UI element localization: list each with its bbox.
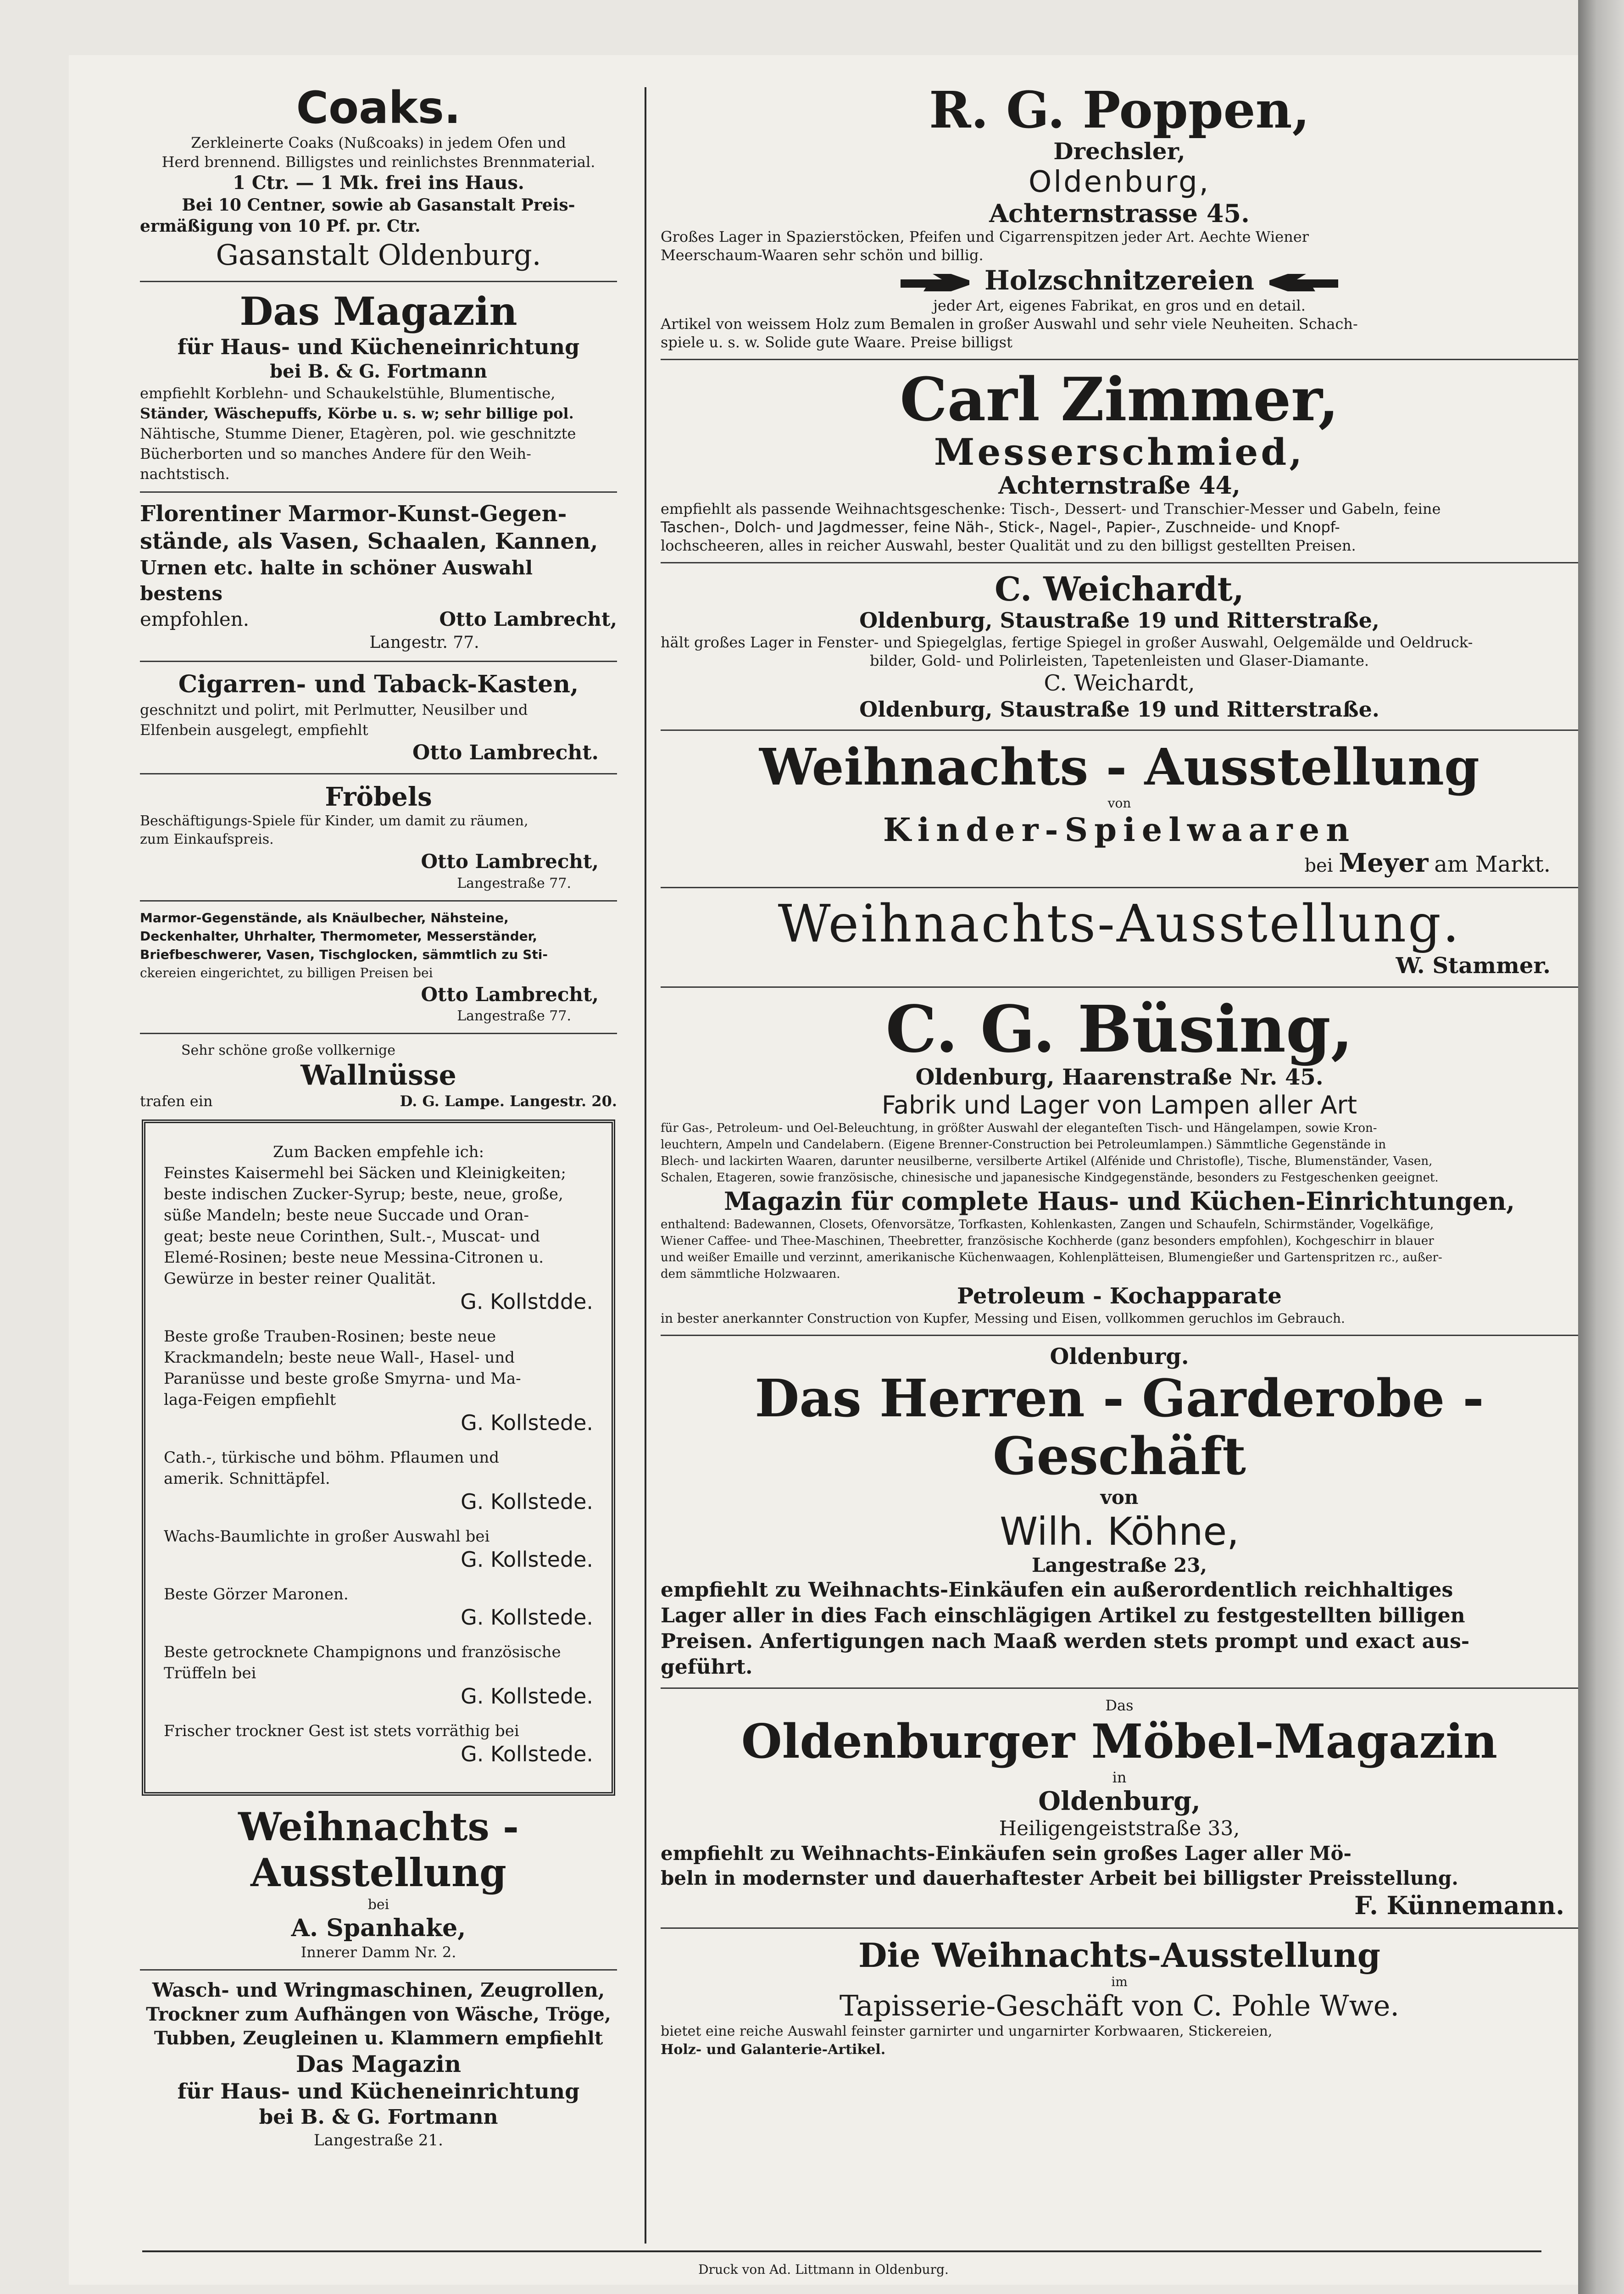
ad-address: Langestraße 77. [457, 875, 571, 891]
ad-text: Briefbeschwerer, Vasen, Tischglocken, sämmtlich zu Sti- [140, 947, 548, 962]
ad-text: nachtstisch. [140, 465, 230, 483]
ad-cigarren-kasten [140, 669, 617, 766]
ad-merchant: A. Spanhake, [291, 1914, 466, 1942]
ad-subtitle: für Haus- und Kücheneinrichtung [177, 334, 580, 359]
ad-fortmann-wasch [140, 1978, 617, 2150]
ad-spanhake [140, 1804, 617, 1962]
ad-text: Bei 10 Centner, sowie ab Gasanstalt Preis- [182, 195, 575, 215]
box-signature: G. Kollstdde. [460, 1289, 593, 1314]
ad-text: ckereien eingerichtet, zu billigen Preisen bei [140, 965, 433, 980]
ad-pohle [661, 1936, 1578, 2059]
box-text-line: Beste getrocknete Champignons und französische [164, 1643, 561, 1661]
ad-text: empfiehlt zu Weihnachts-Einkäufen sein großes Lager aller Mö- [661, 1842, 1351, 1865]
divider [661, 562, 1578, 563]
ad-merchant: Meyer [1339, 848, 1429, 878]
ad-magazin [140, 290, 617, 484]
box-text-line: Cath.-, türkische und böhm. Pflaumen und [164, 1448, 500, 1467]
ad-address: Langestr. 77. [369, 633, 479, 652]
divider [140, 661, 617, 662]
ad-address: Innerer Damm Nr. 2. [300, 1943, 456, 1961]
ad-signature: W. Stammer. [1396, 953, 1551, 979]
ad-subtitle: Tapisserie-Geschäft von C. Pohle Wwe. [839, 1989, 1400, 2022]
ad-text: Preisen. Anfertigungen nach Maaß werden stets prompt und exact aus- [661, 1630, 1470, 1653]
divider [140, 900, 617, 902]
ad-text: Herd brennend. Billigstes und reinlichstes Brennmaterial. [161, 153, 595, 171]
ad-text: zum Einkaufspreis. [140, 831, 274, 847]
box-text-line: Krackmandeln; beste neue Wall-, Hasel- und [164, 1348, 515, 1367]
ad-address: am Markt. [1434, 852, 1551, 877]
ad-text: Urnen etc. halte in schöner Auswahl bestens [140, 557, 533, 605]
ad-text: Marmor-Gegenstände, als Knäulbecher, Nähsteine, [140, 910, 509, 925]
divider [661, 986, 1578, 988]
ad-text: geschnitzt und polirt, mit Perlmutter, Neusilber und [140, 701, 528, 718]
ad-froebels [140, 782, 617, 893]
ad-signature: C. Weichardt, [1044, 670, 1195, 696]
footer [69, 2250, 1578, 2278]
ad-title: Cigarren- und Taback-Kasten, [178, 670, 579, 698]
ad-text: empfiehlt als passende Weihnachtsgeschenke: Tisch-, Dessert- und Transchier-Messer und Gabeln, feine [661, 500, 1441, 518]
box-text-line: Trüffeln bei [164, 1664, 256, 1682]
divider [661, 359, 1578, 360]
ad-city: Oldenburg, [1028, 165, 1211, 199]
divider [661, 1927, 1578, 1929]
footer-rule [142, 2250, 1541, 2252]
box-text-line: Elemé-Rosinen; beste neue Messina-Citronen u. [164, 1248, 544, 1267]
ad-subtitle: Kinder-Spielwaaren [883, 811, 1356, 849]
ad-moebel-magazin [661, 1696, 1578, 1920]
ad-weichardt [661, 571, 1578, 722]
divider [661, 729, 1578, 731]
ad-title: Weihnachts - Ausstellung [759, 737, 1479, 796]
ad-subtitle: Fabrik und Lager von Lampen aller Art [881, 1091, 1357, 1119]
ad-zimmer [661, 364, 1578, 555]
ad-signature: Otto Lambrecht, [439, 608, 617, 630]
ad-text: Wiener Caffee- und Thee-Maschinen, Theebretter, französische Kochherde (ganz besonders empfohlen), Kochgeschirr in blauer [661, 1234, 1434, 1248]
ad-city: Oldenburg. [1050, 1344, 1189, 1370]
divider [140, 281, 617, 282]
ad-title: Holzschnitzereien [984, 265, 1254, 296]
ad-text: bei [367, 1897, 389, 1913]
ad-subtitle: Petroleum - Kochapparate [957, 1283, 1282, 1309]
book-binding-edge [1578, 0, 1624, 2294]
ad-title: C. G. Büsing, [885, 992, 1353, 1067]
ad-text: enthaltend: Badewannen, Closets, Ofenvorsätze, Torfkasten, Kohlenkasten, Zangen und Schaufeln, Schirmständer, Vogelkäfige, [661, 1218, 1434, 1231]
ad-text: Meerschaum-Waaren sehr schön und billig. [661, 246, 984, 264]
ad-address: Oldenburg, Staustraße 19 und Ritterstraße. [859, 697, 1379, 722]
ad-wallnuesse [140, 1041, 617, 1111]
ad-text: Blech- und lackirten Waaren, darunter neusilberne, versilberte Artikel (Alfénide und Christofle), Tische, Blumenständer, Vasen, [661, 1154, 1433, 1168]
ad-text: trafen ein [140, 1092, 213, 1110]
ad-address: Heiligengeiststraße 33, [999, 1817, 1240, 1840]
ad-text: ermäßigung von 10 Pf. pr. Ctr. [140, 217, 421, 236]
box-text-line: Feinstes Kaisermehl bei Säcken und Kleinigkeiten; [164, 1164, 566, 1182]
ad-merchant: bei B. & G. Fortmann [259, 2105, 498, 2129]
ad-text: jeder Art, eigenes Fabrikat, en gros und en detail. [933, 297, 1306, 314]
ad-text: Wasch- und Wringmaschinen, Zeugrollen, [152, 1979, 605, 2001]
pointing-hand-left-icon [1262, 271, 1340, 294]
divider [140, 1033, 617, 1034]
ad-address: Langestraße 77. [457, 1008, 571, 1024]
ad-text: dem sämmtliche Holzwaaren. [661, 1267, 840, 1281]
ad-text: Großes Lager in Spazierstöcken, Pfeifen und Cigarrenspitzen jeder Art. Aechte Wiener [661, 228, 1309, 245]
ad-text: Artikel von weissem Holz zum Bemalen in großer Auswahl und sehr viele Neuheiten. Schach- [661, 315, 1358, 333]
ad-title: Fröbels [325, 782, 432, 812]
ad-text: in [1112, 1769, 1127, 1786]
box-signature: G. Kollstede. [461, 1489, 593, 1514]
ad-text: bietet eine reiche Auswahl feinster garnirter und ungarnirter Korbwaaren, Stickereien, [661, 2023, 1273, 2039]
ad-title: Das Magazin [295, 2050, 462, 2077]
box-text-line: Zum Backen empfehle ich: [273, 1143, 484, 1161]
ad-address: Oldenburg, Staustraße 19 und Ritterstraße, [859, 608, 1379, 633]
ad-text: Schalen, Etageren, sowie französische, chinesische und japanesische Kindgegenstände, besonders zu Festgeschenken geeignet. [661, 1171, 1439, 1185]
ad-signature: Otto Lambrecht. [412, 741, 599, 764]
left-column [140, 83, 617, 2150]
ad-text: Trockner zum Aufhängen von Wäsche, Tröge, [146, 2004, 611, 2025]
ad-text: von [1100, 1486, 1139, 1509]
ad-text: empfiehlt Korblehn- und Schaukelstühle, Blumentische, [140, 384, 556, 402]
ad-signature: Otto Lambrecht, [421, 850, 599, 873]
box-text-line: süße Mandeln; beste neue Succade und Oran- [164, 1206, 529, 1225]
ad-stammer [661, 896, 1578, 979]
ad-text: Deckenhalter, Uhrhalter, Thermometer, Messerständer, [140, 929, 537, 944]
ad-title: Weihnachts - Ausstellung [238, 1804, 519, 1895]
ad-text: Holz- und Galanterie-Artikel. [661, 2042, 886, 2058]
divider [661, 1335, 1578, 1336]
ad-kollstede-box [142, 1119, 615, 1796]
ad-subtitle: Messerschmied, [934, 430, 1305, 473]
ad-merchant: bei B. & G. Fortmann [270, 361, 487, 382]
box-text-line: laga-Feigen empfiehlt [164, 1391, 336, 1409]
ad-subtitle: Drechsler, [1053, 138, 1185, 165]
ad-merchant: Wilh. Köhne, [1000, 1509, 1239, 1554]
ad-text: Das [1105, 1697, 1134, 1714]
ad-title: Wallnüsse [300, 1059, 456, 1091]
ad-text: Zerkleinerte Coaks (Nußcoaks) in jedem Ofen und [191, 134, 566, 151]
box-text-line: Beste Görzer Maronen. [164, 1585, 349, 1604]
ad-text: Lager aller in dies Fach einschlägigen Artikel zu festgestellten billigen [661, 1604, 1465, 1627]
ad-text: Ständer, Wäschepuffs, Körbe u. s. w; sehr billige pol. [140, 405, 574, 422]
ad-address: Achternstrasse 45. [989, 199, 1250, 228]
ad-signature: Gasanstalt Oldenburg. [216, 238, 541, 272]
ad-coaks [140, 83, 617, 273]
ad-florentiner-marmor [140, 500, 617, 653]
ad-text: empfiehlt zu Weihnachts-Einkäufen ein außerordentlich reichhaltiges [661, 1578, 1453, 1602]
divider [661, 1687, 1578, 1689]
divider [661, 887, 1578, 888]
ad-city: Oldenburg, [1038, 1786, 1201, 1816]
box-signature: G. Kollstede. [461, 1742, 593, 1766]
ad-text: lochscheeren, alles in reicher Auswahl, bester Qualität und zu den billigst gestellten Preisen. [661, 537, 1356, 554]
ad-address: Langestraße 23, [1031, 1554, 1207, 1576]
ad-text: Sehr schöne große vollkernige [181, 1042, 395, 1058]
divider [140, 773, 617, 774]
ad-text: bei [1304, 855, 1333, 876]
ad-text: Bücherborten und so manches Andere für den Weih- [140, 445, 531, 462]
ad-text: empfohlen. [140, 608, 250, 630]
box-text-line: Gewürze in bester reiner Qualität. [164, 1269, 436, 1288]
printer-imprint: Druck von Ad. Littmann in Oldenburg. [698, 2262, 949, 2277]
ad-title: Weihnachts-Ausstellung. [778, 894, 1461, 954]
ad-title: Florentiner Marmor-Kunst-Gegen- [140, 501, 567, 527]
ad-text: Taschen-, Dolch- und Jagdmesser, feine Näh-, Stick-, Nagel-, Papier-, Zuschneide- und Knopf- [661, 518, 1340, 536]
box-text-line: geat; beste neue Corinthen, Sult.-, Muscat- und [164, 1227, 540, 1246]
ad-koehne [661, 1343, 1578, 1680]
ad-text: geführt. [661, 1655, 753, 1679]
ad-title: Die Weihnachts-Ausstellung [858, 1936, 1381, 1975]
ad-title: Das Magazin [239, 289, 517, 334]
ad-address: Oldenburg, Haarenstraße Nr. 45. [915, 1064, 1324, 1090]
ad-subtitle: für Haus- und Kücheneinrichtung [177, 2079, 580, 2104]
box-text-line: Paranüsse und beste große Smyrna- und Ma- [164, 1370, 521, 1388]
box-signature: G. Kollstede. [461, 1410, 593, 1435]
ad-signature: Otto Lambrecht, [421, 983, 599, 1006]
ad-text: für Gas-, Petroleum- und Oel-Beleuchtung, in größter Auswahl der eleganteſten Tisch- und Hängelampen, sowie Kron- [661, 1121, 1377, 1135]
ad-text: Beschäftigungs-Spiele für Kinder, um damit zu räumen, [140, 813, 528, 829]
ad-buesing [661, 992, 1578, 1327]
ad-address: Achternstraße 44, [998, 472, 1240, 500]
divider [140, 491, 617, 493]
ad-title: R. G. Poppen, [929, 80, 1310, 139]
ad-subtitle: Magazin für complete Haus- und Küchen-Einrichtungen, [723, 1186, 1515, 1216]
box-text-line: Beste große Trauben-Rosinen; beste neue [164, 1327, 496, 1346]
ad-text: leuchtern, Ampeln und Candelabern. (Eigene Brenner-Construction bei Petroleumlampen.) Sämmtliche Gegenstände in [661, 1138, 1386, 1152]
ad-text: Nähtische, Stumme Diener, Etagèren, pol. wie geschnitzte [140, 425, 576, 442]
box-signature: G. Kollstede. [461, 1605, 593, 1630]
ad-title: Oldenburger Möbel-Magazin [741, 1714, 1498, 1769]
ad-text: hält großes Lager in Fenster- und Spiegelglas, fertige Spiegel in großer Auswahl, Oelgemälde und Oeldruck- [661, 634, 1473, 651]
ad-signature: D. G. Lampe. Langestr. 20. [400, 1092, 617, 1110]
ad-meyer [661, 738, 1578, 880]
ad-text: in bester anerkannter Construction von Kupfer, Messing und Eisen, vollkommen geruchlos im Gebrauch. [661, 1311, 1345, 1326]
column-divider [645, 87, 646, 2244]
box-signature: G. Kollstede. [461, 1547, 593, 1572]
ad-text: und weißer Emaille und verzinnt, amerikanische Küchenwaagen, Kohlenplätteisen, Blumengießer und Gartenspritzen rc., außer- [661, 1251, 1442, 1264]
divider [140, 1969, 617, 1971]
ad-signature: F. Künnemann. [1354, 1891, 1564, 1920]
ad-title: Coaks. [296, 82, 461, 134]
ad-poppen [661, 80, 1578, 351]
ad-title: C. Weichardt, [995, 569, 1244, 608]
box-text-line: Frischer trockner Gest ist stets vorräthig bei [164, 1722, 519, 1740]
ad-text: Elfenbein ausgelegt, empfiehlt [140, 721, 368, 739]
ad-title: Das Herren - Garderobe - Geschäft [755, 1369, 1484, 1487]
box-signature: G. Kollstede. [461, 1684, 593, 1709]
ad-text: spiele u. s. w. Solide gute Waare. Preise billigst [661, 334, 1012, 351]
ad-text: im [1111, 1974, 1128, 1989]
box-text-line: Wachs-Baumlichte in großer Auswahl bei [164, 1527, 490, 1546]
ad-address: Langestraße 21. [314, 2131, 443, 2149]
ad-text: 1 Ctr. — 1 Mk. frei ins Haus. [233, 172, 524, 194]
ad-text: von [1107, 796, 1131, 811]
pointing-hand-right-icon [898, 271, 976, 294]
ad-marmor-gegenstaende [140, 909, 617, 1025]
right-column [661, 80, 1578, 2059]
box-text-line: amerik. Schnittäpfel. [164, 1470, 330, 1488]
ad-text: Tubben, Zeugleinen u. Klammern empfiehlt [154, 2027, 603, 2049]
box-text-line: beste indischen Zucker-Syrup; beste, neue, große, [164, 1185, 563, 1203]
ad-text: bilder, Gold- und Polirleisten, Tapetenleisten und Glaser-Diamante. [869, 652, 1369, 669]
ad-title: stände, als Vasen, Schaalen, Kannen, [140, 529, 598, 554]
ad-title: Carl Zimmer, [900, 364, 1339, 434]
ad-text: beln in modernster und dauerhaftester Arbeit bei billigster Preisstellung. [661, 1867, 1458, 1889]
